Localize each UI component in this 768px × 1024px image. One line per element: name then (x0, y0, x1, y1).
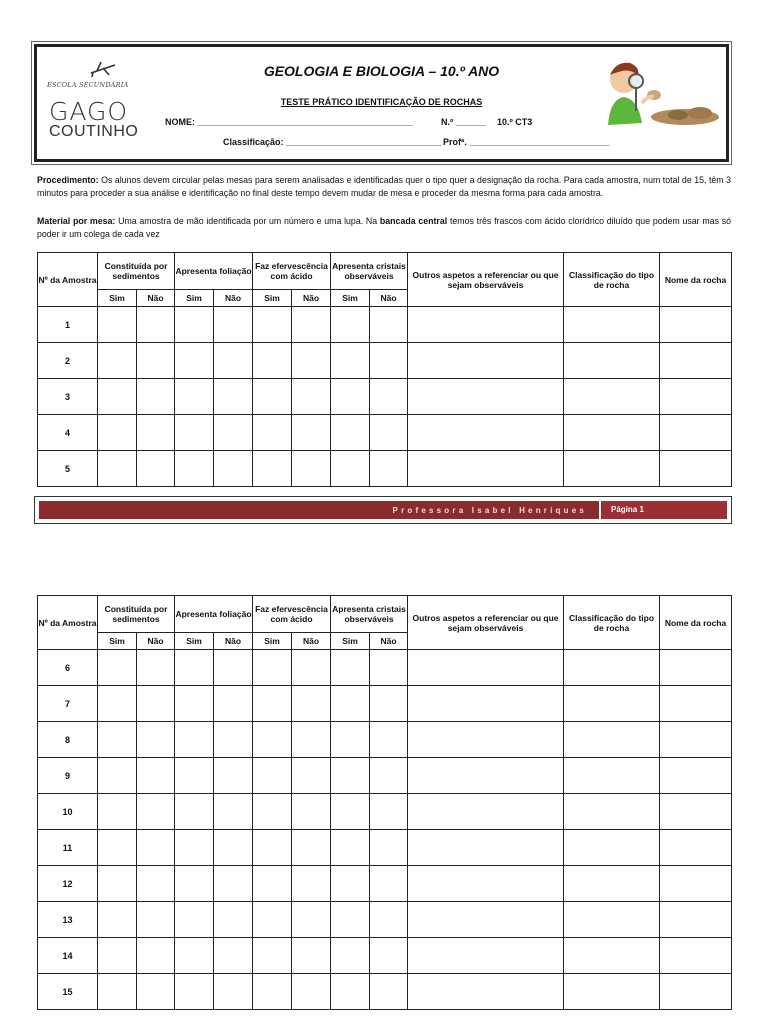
answer-cell[interactable] (253, 794, 292, 830)
answer-cell[interactable] (292, 686, 331, 722)
answer-cell[interactable] (660, 758, 732, 794)
answer-cell[interactable] (331, 794, 370, 830)
answer-cell[interactable] (660, 650, 732, 686)
answer-cell[interactable] (408, 343, 564, 379)
answer-cell[interactable] (175, 758, 214, 794)
answer-cell[interactable] (331, 343, 370, 379)
header-amostra: Nº da Amostra (38, 596, 98, 650)
answer-cell[interactable] (370, 451, 408, 487)
header-sim: Sim (98, 633, 137, 650)
answer-cell[interactable] (253, 758, 292, 794)
answer-cell[interactable] (660, 866, 732, 902)
answer-cell[interactable] (98, 830, 137, 866)
answer-cell[interactable] (370, 830, 408, 866)
footer-inner (39, 501, 727, 519)
header-sim: Sim (175, 290, 214, 307)
answer-cell[interactable] (660, 974, 732, 1010)
answer-cell[interactable] (660, 938, 732, 974)
answer-cell[interactable] (137, 307, 175, 343)
sample-number: 7 (38, 686, 98, 722)
answer-cell[interactable] (660, 902, 732, 938)
answer-cell[interactable] (137, 343, 175, 379)
material-text-1: Uma amostra de mão identificada por um número e uma lupa. Na (115, 216, 380, 226)
answer-cell[interactable] (564, 722, 660, 758)
answer-cell[interactable] (408, 307, 564, 343)
sample-number: 15 (38, 974, 98, 1010)
answer-cell[interactable] (98, 307, 137, 343)
answer-cell[interactable] (214, 794, 253, 830)
answer-cell[interactable] (253, 415, 292, 451)
answer-cell[interactable] (292, 902, 331, 938)
sample-number: 9 (38, 758, 98, 794)
answer-cell[interactable] (370, 974, 408, 1010)
answer-cell[interactable] (137, 974, 175, 1010)
answer-cell[interactable] (408, 902, 564, 938)
answer-cell[interactable] (98, 794, 137, 830)
answer-cell[interactable] (214, 415, 253, 451)
header-nao: Não (292, 633, 331, 650)
answer-cell[interactable] (564, 974, 660, 1010)
table-row (38, 343, 732, 379)
answer-cell[interactable] (98, 343, 137, 379)
answer-cell[interactable] (370, 794, 408, 830)
sample-number: 10 (38, 794, 98, 830)
table-2-body (38, 650, 732, 1010)
header-nao: Não (214, 633, 253, 650)
answer-cell[interactable] (331, 451, 370, 487)
answer-cell[interactable] (175, 307, 214, 343)
answer-cell[interactable] (564, 794, 660, 830)
answer-cell[interactable] (564, 307, 660, 343)
answer-cell[interactable] (137, 415, 175, 451)
answer-cell[interactable] (253, 866, 292, 902)
answer-cell[interactable] (137, 938, 175, 974)
header-efervescencia: Faz efervescência com ácido (253, 596, 331, 633)
answer-cell[interactable] (660, 722, 732, 758)
table-row (38, 902, 732, 938)
answer-cell[interactable] (408, 758, 564, 794)
header-sim: Sim (253, 633, 292, 650)
procedimento-label: Procedimento: (37, 175, 99, 185)
school-line: ESCOLA SECUNDÁRIA (47, 81, 129, 89)
table-row (38, 415, 732, 451)
sample-number: 13 (38, 902, 98, 938)
answer-cell[interactable] (564, 830, 660, 866)
answer-cell[interactable] (292, 830, 331, 866)
answer-cell[interactable] (408, 415, 564, 451)
answer-cell[interactable] (660, 343, 732, 379)
table-row (38, 758, 732, 794)
answer-cell[interactable] (370, 415, 408, 451)
answer-cell[interactable] (253, 686, 292, 722)
procedimento-paragraph (37, 174, 731, 199)
footer-page-number: Página 1 (599, 501, 727, 519)
header-sim: Sim (98, 290, 137, 307)
nome-field[interactable]: NOME: ___________________________________________ (165, 117, 413, 127)
answer-cell[interactable] (331, 722, 370, 758)
header-foliacao: Apresenta foliação (175, 253, 253, 290)
table-row (38, 830, 732, 866)
footer-bar (34, 496, 732, 524)
answer-cell[interactable] (564, 686, 660, 722)
answer-cell[interactable] (214, 686, 253, 722)
answer-cell[interactable] (175, 938, 214, 974)
answer-cell[interactable] (564, 938, 660, 974)
answer-cell[interactable] (370, 686, 408, 722)
answer-cell[interactable] (331, 415, 370, 451)
answer-cell[interactable] (292, 307, 331, 343)
answer-cell[interactable] (564, 866, 660, 902)
answer-cell[interactable] (137, 758, 175, 794)
procedimento-text: Os alunos devem circular pelas mesas para serem analisadas e identificadas quer o tipo quer a designação da rocha. Para cada amostra, num total de 15, têm 3 minutos para proceder a sua análise e identificação no final deste tempo devem mudar de mesa e proceder da mesma forma para cada amostra. (37, 175, 731, 198)
table-row (38, 307, 732, 343)
answer-cell[interactable] (370, 902, 408, 938)
answer-cell[interactable] (98, 650, 137, 686)
answer-cell[interactable] (253, 650, 292, 686)
answer-cell[interactable] (660, 451, 732, 487)
answer-cell[interactable] (331, 686, 370, 722)
material-text-2: temos três frascos com ácido clorídrico diluído que podem usar mas só poder ir um colega de cada vez (37, 216, 732, 239)
answer-cell[interactable] (660, 794, 732, 830)
table-row (38, 650, 732, 686)
answer-cell[interactable] (408, 722, 564, 758)
answer-cell[interactable] (408, 974, 564, 1010)
logo-coutinho: COUTINHO (49, 123, 139, 140)
sample-number: 5 (38, 451, 98, 487)
answer-cell[interactable] (175, 686, 214, 722)
header-box (34, 44, 729, 162)
answer-cell[interactable] (408, 866, 564, 902)
header-outros: Outros aspetos a referenciar ou que sejam observáveis (408, 253, 564, 307)
answer-cell[interactable] (408, 379, 564, 415)
answer-cell[interactable] (137, 794, 175, 830)
page-subtitle: TESTE PRÁTICO IDENTIFICAÇÃO DE ROCHAS (280, 97, 483, 107)
answer-cell[interactable] (175, 866, 214, 902)
answer-cell[interactable] (331, 379, 370, 415)
answer-cell[interactable] (137, 379, 175, 415)
material-label: Material por mesa: (37, 216, 116, 226)
answer-cell[interactable] (214, 974, 253, 1010)
answer-cell[interactable] (331, 307, 370, 343)
header-classificacao: Classificação do tipo de rocha (564, 253, 660, 307)
answer-cell[interactable] (253, 451, 292, 487)
answer-cell[interactable] (660, 379, 732, 415)
header-efervescencia: Faz efervescência com ácido (253, 253, 331, 290)
answer-cell[interactable] (660, 686, 732, 722)
sample-number: 6 (38, 650, 98, 686)
header-sim: Sim (331, 633, 370, 650)
answer-cell[interactable] (175, 830, 214, 866)
answer-cell[interactable] (660, 415, 732, 451)
answer-cell[interactable] (331, 938, 370, 974)
header-amostra: Nº da Amostra (38, 253, 98, 307)
header-nome-rocha: Nome da rocha (660, 596, 732, 650)
answer-cell[interactable] (98, 722, 137, 758)
sample-number: 1 (38, 307, 98, 343)
header-sim: Sim (331, 290, 370, 307)
answer-cell[interactable] (331, 866, 370, 902)
answer-cell[interactable] (175, 794, 214, 830)
answer-cell[interactable] (253, 379, 292, 415)
answer-cell[interactable] (175, 722, 214, 758)
sample-number: 12 (38, 866, 98, 902)
answer-cell[interactable] (408, 650, 564, 686)
answer-cell[interactable] (408, 830, 564, 866)
answer-cell[interactable] (98, 866, 137, 902)
answer-cell[interactable] (214, 902, 253, 938)
answer-cell[interactable] (214, 866, 253, 902)
sample-number: 8 (38, 722, 98, 758)
answer-cell[interactable] (564, 415, 660, 451)
answer-cell[interactable] (370, 722, 408, 758)
answer-cell[interactable] (175, 650, 214, 686)
footer-professor: Professora Isabel Henriques (392, 506, 587, 515)
material-paragraph (37, 215, 731, 240)
answer-cell[interactable] (253, 307, 292, 343)
answer-cell[interactable] (564, 758, 660, 794)
answer-cell[interactable] (564, 902, 660, 938)
answer-cell[interactable] (214, 307, 253, 343)
answer-cell[interactable] (214, 343, 253, 379)
answer-cell[interactable] (564, 379, 660, 415)
answer-cell[interactable] (253, 974, 292, 1010)
header-nao: Não (292, 290, 331, 307)
table-row (38, 451, 732, 487)
header-nao: Não (137, 633, 175, 650)
table-row (38, 794, 732, 830)
answer-cell[interactable] (137, 830, 175, 866)
sample-number: 11 (38, 830, 98, 866)
answer-cell[interactable] (660, 830, 732, 866)
answer-cell[interactable] (253, 722, 292, 758)
answer-cell[interactable] (292, 722, 331, 758)
page-title: GEOLOGIA E BIOLOGIA – 10.º ANO (263, 63, 500, 79)
answer-cell[interactable] (214, 650, 253, 686)
answer-cell[interactable] (98, 902, 137, 938)
sample-number: 4 (38, 415, 98, 451)
header-nao: Não (137, 290, 175, 307)
answer-cell[interactable] (137, 451, 175, 487)
header-foliacao: Apresenta foliação (175, 596, 253, 633)
answer-cell[interactable] (331, 830, 370, 866)
table-1-body (38, 307, 732, 487)
answer-cell[interactable] (292, 938, 331, 974)
header-sim: Sim (175, 633, 214, 650)
answer-cell[interactable] (660, 307, 732, 343)
table-row (38, 866, 732, 902)
answer-cell[interactable] (98, 451, 137, 487)
answer-cell[interactable] (214, 379, 253, 415)
answer-cell[interactable] (292, 974, 331, 1010)
answer-cell[interactable] (253, 830, 292, 866)
answer-cell[interactable] (331, 758, 370, 794)
answer-cell[interactable] (408, 794, 564, 830)
table-row (38, 379, 732, 415)
sample-number: 3 (38, 379, 98, 415)
samples-table-1 (37, 252, 732, 487)
samples-table-2 (37, 595, 732, 1010)
answer-cell[interactable] (137, 722, 175, 758)
answer-cell[interactable] (98, 974, 137, 1010)
answer-cell[interactable] (137, 866, 175, 902)
answer-cell[interactable] (564, 650, 660, 686)
table-row (38, 722, 732, 758)
answer-cell[interactable] (408, 938, 564, 974)
answer-cell[interactable] (253, 938, 292, 974)
answer-cell[interactable] (292, 343, 331, 379)
answer-cell[interactable] (98, 415, 137, 451)
answer-cell[interactable] (175, 902, 214, 938)
answer-cell[interactable] (370, 938, 408, 974)
answer-cell[interactable] (370, 866, 408, 902)
geologist-illustration (590, 55, 720, 135)
answer-cell[interactable] (175, 379, 214, 415)
header-cristais: Apresenta cristais observáveis (331, 253, 408, 290)
answer-cell[interactable] (214, 758, 253, 794)
classificacao-field[interactable]: Classificação: _______________________________ (223, 137, 442, 147)
answer-cell[interactable] (292, 794, 331, 830)
answer-cell[interactable] (292, 866, 331, 902)
answer-cell[interactable] (370, 758, 408, 794)
answer-cell[interactable] (292, 379, 331, 415)
table-row (38, 686, 732, 722)
sample-number: 14 (38, 938, 98, 974)
answer-cell[interactable] (331, 902, 370, 938)
answer-cell[interactable] (408, 451, 564, 487)
answer-cell[interactable] (253, 343, 292, 379)
answer-cell[interactable] (370, 650, 408, 686)
sample-number: 2 (38, 343, 98, 379)
answer-cell[interactable] (98, 938, 137, 974)
table-row (38, 974, 732, 1010)
answer-cell[interactable] (175, 974, 214, 1010)
header-nao: Não (370, 633, 408, 650)
header-nao: Não (370, 290, 408, 307)
material-bold: bancada central (379, 216, 448, 226)
answer-cell[interactable] (370, 307, 408, 343)
answer-cell[interactable] (98, 758, 137, 794)
logo-gago: GAGO (49, 97, 129, 126)
answer-cell[interactable] (331, 974, 370, 1010)
answer-cell[interactable] (175, 451, 214, 487)
answer-cell[interactable] (370, 379, 408, 415)
answer-cell[interactable] (564, 343, 660, 379)
answer-cell[interactable] (331, 650, 370, 686)
answer-cell[interactable] (98, 379, 137, 415)
answer-cell[interactable] (292, 415, 331, 451)
answer-cell[interactable] (214, 830, 253, 866)
answer-cell[interactable] (175, 343, 214, 379)
turma-label: 10.º CT3 (497, 117, 533, 127)
answer-cell[interactable] (137, 650, 175, 686)
answer-cell[interactable] (564, 451, 660, 487)
answer-cell[interactable] (137, 902, 175, 938)
header-nome-rocha: Nome da rocha (660, 253, 732, 307)
header-cristais: Apresenta cristais observáveis (331, 596, 408, 633)
answer-cell[interactable] (292, 451, 331, 487)
answer-cell[interactable] (98, 686, 137, 722)
header-classificacao: Classificação do tipo de rocha (564, 596, 660, 650)
numero-field[interactable]: N.º ______ (441, 117, 486, 127)
header-sedimentos: Constituída por sedimentos (98, 253, 175, 290)
header-outros: Outros aspetos a referenciar ou que sejam observáveis (408, 596, 564, 650)
header-nao: Não (214, 290, 253, 307)
answer-cell[interactable] (292, 650, 331, 686)
answer-cell[interactable] (408, 686, 564, 722)
table-row (38, 938, 732, 974)
answer-cell[interactable] (175, 415, 214, 451)
answer-cell[interactable] (292, 758, 331, 794)
answer-cell[interactable] (137, 686, 175, 722)
header-sedimentos: Constituída por sedimentos (98, 596, 175, 633)
header-sim: Sim (253, 290, 292, 307)
answer-cell[interactable] (214, 938, 253, 974)
answer-cell[interactable] (214, 451, 253, 487)
answer-cell[interactable] (214, 722, 253, 758)
prof-field[interactable]: Profª. ____________________________ (443, 137, 610, 147)
answer-cell[interactable] (253, 902, 292, 938)
answer-cell[interactable] (370, 343, 408, 379)
